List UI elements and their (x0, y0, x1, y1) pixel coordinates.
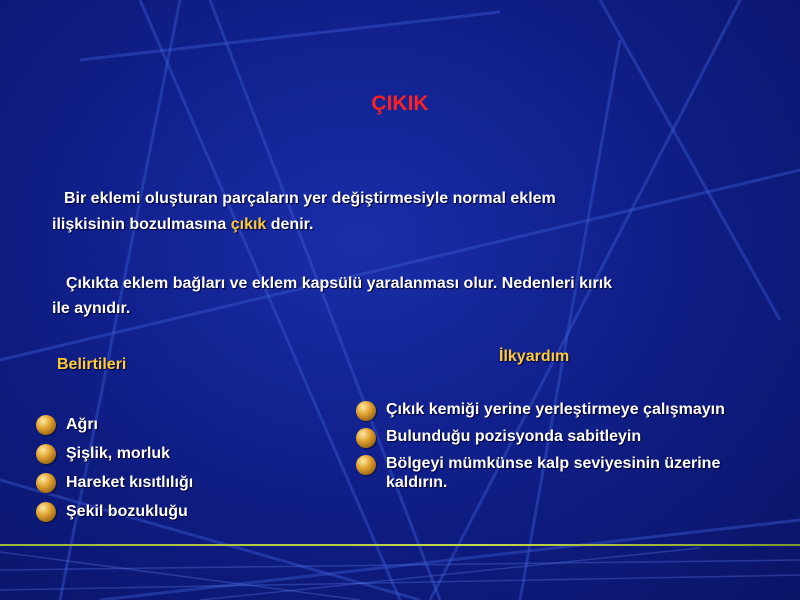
list-item-text: Ağrı (66, 416, 98, 433)
symptoms-list (36, 412, 193, 528)
first-aid-heading: İlkyardım (499, 348, 570, 365)
cause-line-1: Çıkıkta eklem bağları ve eklem kapsülü yaralanması olur. Nedenleri kırık (66, 275, 613, 292)
list-item (36, 470, 193, 499)
bullet-icon (356, 455, 376, 475)
symptoms-heading: Belirtileri (57, 356, 127, 373)
highlight-term: çıkık (230, 216, 267, 233)
cause-paragraph (52, 271, 772, 321)
definition-text-before: ilişkisinin bozulmasına (52, 216, 231, 233)
slide-title: ÇIKIK (371, 92, 429, 115)
first-aid-list (356, 400, 776, 500)
list-item (36, 412, 193, 441)
cause-line-2: ile aynıdır. (52, 300, 131, 317)
definition-paragraph (52, 186, 712, 238)
list-item (356, 427, 776, 446)
list-item-text: Çıkık kemiği yerine yerleştirmeye çalışmayın (386, 401, 725, 418)
bullet-icon (36, 444, 56, 464)
bullet-icon (36, 473, 56, 493)
list-item-text: Şekil bozukluğu (66, 503, 188, 520)
list-item-text: Bölgeyi mümkünse kalp seviyesinin üzerine kaldırın. (386, 455, 721, 491)
bullet-icon (356, 401, 376, 421)
bullet-icon (356, 428, 376, 448)
list-item (36, 499, 193, 528)
definition-line-2 (52, 212, 712, 238)
list-item (356, 454, 776, 492)
list-item-text: Hareket kısıtlılığı (66, 474, 194, 491)
definition-line-1: Bir eklemi oluşturan parçaların yer değiştirmesiyle normal eklem (64, 190, 556, 207)
bullet-icon (36, 415, 56, 435)
list-item-text: Bulunduğu pozisyonda sabitleyin (386, 428, 642, 445)
definition-text-after: denir. (266, 216, 314, 233)
bullet-icon (36, 502, 56, 522)
list-item-text: Şişlik, morluk (66, 445, 171, 462)
bottom-divider (0, 544, 800, 546)
list-item (36, 441, 193, 470)
list-item (356, 400, 776, 419)
